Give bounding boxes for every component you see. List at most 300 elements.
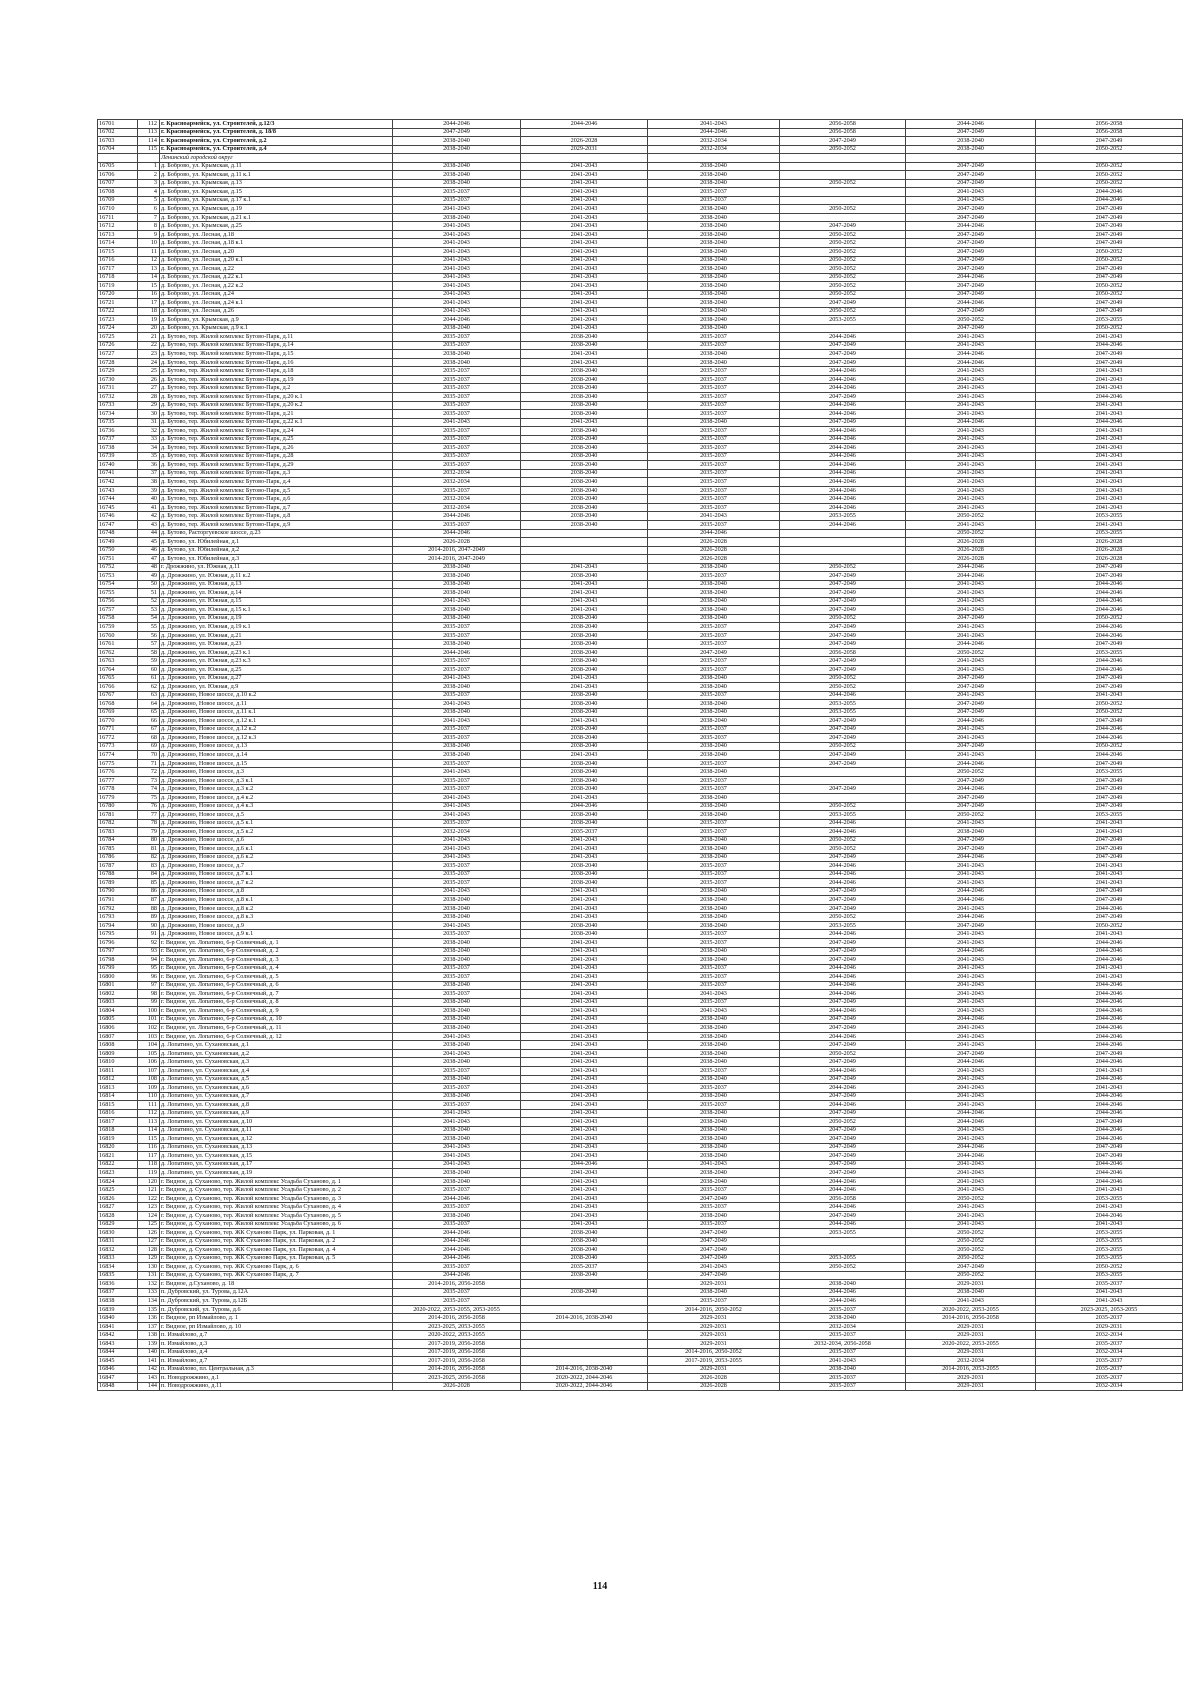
row-number: 94	[138, 956, 160, 965]
row-address: д. Боброво, ул. Крымская, д.25	[160, 222, 393, 231]
col-5-value: 2041-2043	[521, 205, 648, 214]
row-id: 16794	[98, 921, 138, 930]
row-address: д. Бутово, тер. Жилой комплекс Бутово-Парк, д.28	[160, 452, 393, 461]
col-6-value: 2026-2028	[648, 1382, 780, 1391]
col-9-value: 2026-2028	[1036, 546, 1183, 555]
table-row	[98, 128, 1183, 137]
table-row	[98, 1305, 1183, 1314]
col-5-value: 2038-2040	[521, 725, 648, 734]
col-4-value: 2026-2028	[393, 538, 521, 547]
col-7-value: 2047-2049	[780, 580, 906, 589]
row-id: 16722	[98, 307, 138, 316]
col-7-value: 2044-2046	[780, 503, 906, 512]
row-number: 99	[138, 998, 160, 1007]
col-7-value: 2035-2037	[780, 1348, 906, 1357]
row-id: 16800	[98, 973, 138, 982]
row-id: 16839	[98, 1305, 138, 1314]
row-number: 44	[138, 529, 160, 538]
col-9-value: 2044-2046	[1036, 188, 1183, 197]
table-row	[98, 1254, 1183, 1263]
row-number: 35	[138, 452, 160, 461]
col-6-value: 2038-2040	[648, 751, 780, 760]
row-number: 16	[138, 290, 160, 299]
col-6-value: 2047-2049	[648, 1271, 780, 1280]
col-9-value: 2044-2046	[1036, 734, 1183, 743]
row-address: д. Бутово, тер. Жилой комплекс Бутово-Парк, д.7	[160, 503, 393, 512]
row-address: д. Бутово, ул. Юбилейная, д.3	[160, 555, 393, 564]
col-7-value: 2035-2037	[780, 1382, 906, 1391]
row-number: 5	[138, 196, 160, 205]
col-5-value	[521, 1305, 648, 1314]
table-row	[98, 1143, 1183, 1152]
col-6-value: 2029-2031	[648, 1339, 780, 1348]
col-8-value: 2047-2049	[906, 921, 1036, 930]
row-number: 82	[138, 853, 160, 862]
col-4-value: 2035-2037	[393, 333, 521, 342]
col-6-value: 2029-2031	[648, 1365, 780, 1374]
table-row	[98, 768, 1183, 777]
col-9-value: 2041-2043	[1036, 461, 1183, 470]
col-7-value: 2047-2049	[780, 998, 906, 1007]
col-9-value: 2044-2046	[1036, 981, 1183, 990]
col-5-value: 2041-2043	[521, 589, 648, 598]
col-8-value: 2044-2046	[906, 572, 1036, 581]
col-9-value: 2044-2046	[1036, 341, 1183, 350]
row-id: 16747	[98, 520, 138, 529]
table-row	[98, 1314, 1183, 1323]
row-address: д. Бутово, ул. Юбилейная, д.1	[160, 538, 393, 547]
col-5-value: 2041-2043	[521, 896, 648, 905]
col-7-value: 2047-2049	[780, 299, 906, 308]
col-8-value: 2047-2049	[906, 708, 1036, 717]
table-row	[98, 1049, 1183, 1058]
row-number: 123	[138, 1203, 160, 1212]
col-9-value: 2050-2052	[1036, 162, 1183, 171]
table-row	[98, 1365, 1183, 1374]
col-4-value: 2035-2037	[393, 759, 521, 768]
col-5-value: 2041-2043	[521, 1066, 648, 1075]
col-6-value: 2035-2037	[648, 333, 780, 342]
table-row	[98, 606, 1183, 615]
col-9-value: 2044-2046	[1036, 990, 1183, 999]
col-6-value: 2038-2040	[648, 273, 780, 282]
col-8-value: 2041-2043	[906, 589, 1036, 598]
col-8-value: 2044-2046	[906, 563, 1036, 572]
col-5-value: 2041-2043	[521, 179, 648, 188]
col-6-value: 2038-2040	[648, 1177, 780, 1186]
row-address: д. Боброво, ул. Крымская, д.9 к.1	[160, 324, 393, 333]
col-7-value: 2044-2046	[780, 1220, 906, 1229]
row-id: 16831	[98, 1237, 138, 1246]
col-5-value: 2041-2043	[521, 563, 648, 572]
row-number: 93	[138, 947, 160, 956]
col-4-value: 2035-2037	[393, 973, 521, 982]
col-4-value: 2038-2040	[393, 1015, 521, 1024]
table-row	[98, 1084, 1183, 1093]
col-5-value: 2038-2040	[521, 367, 648, 376]
col-6-value: 2038-2040	[648, 597, 780, 606]
table-row	[98, 393, 1183, 402]
col-5-value	[521, 1348, 648, 1357]
col-4-value: 2023-2025, 2056-2058	[393, 1374, 521, 1383]
row-number: 52	[138, 597, 160, 606]
row-id: 16756	[98, 597, 138, 606]
col-9-value: 2041-2043	[1036, 375, 1183, 384]
col-6-value: 2035-2037	[648, 444, 780, 453]
col-9-value: 2035-2037	[1036, 1314, 1183, 1323]
row-number: 12	[138, 256, 160, 265]
col-7-value: 2050-2052	[780, 273, 906, 282]
row-address: д. Боброво, ул. Крымская, д.19	[160, 205, 393, 214]
col-8-value: 2014-2016, 2056-2058	[906, 1314, 1036, 1323]
col-4-value: 2038-2040	[393, 913, 521, 922]
col-6-value: 2029-2031	[648, 1280, 780, 1289]
col-6-value: 2038-2040	[648, 1041, 780, 1050]
col-9-value: 2041-2043	[1036, 367, 1183, 376]
col-7-value: 2047-2049	[780, 418, 906, 427]
col-7-value: 2044-2046	[780, 819, 906, 828]
col-7-value: 2050-2052	[780, 256, 906, 265]
row-number: 101	[138, 1015, 160, 1024]
col-6-value: 2035-2037	[648, 623, 780, 632]
table-row	[98, 708, 1183, 717]
row-id: 16702	[98, 128, 138, 137]
table-row	[98, 725, 1183, 734]
col-6-value: 2038-2040	[648, 256, 780, 265]
col-6-value: 2038-2040	[648, 606, 780, 615]
row-id: 16791	[98, 896, 138, 905]
col-4-value: 2038-2040	[393, 956, 521, 965]
col-5-value: 2038-2040	[521, 1271, 648, 1280]
row-id: 16805	[98, 1015, 138, 1024]
col-6-value: 2038-2040	[648, 845, 780, 854]
col-7-value: 2044-2046	[780, 1297, 906, 1306]
col-8-value: 2041-2043	[906, 964, 1036, 973]
table-row	[98, 751, 1183, 760]
col-5-value: 2041-2043	[521, 751, 648, 760]
col-7-value: 2044-2046	[780, 973, 906, 982]
col-5-value: 2026-2028	[521, 137, 648, 146]
row-id: 16729	[98, 367, 138, 376]
col-6-value: 2038-2040	[648, 1032, 780, 1041]
row-number: 19	[138, 316, 160, 325]
row-number: 98	[138, 990, 160, 999]
row-number: 9	[138, 230, 160, 239]
col-6-value: 2038-2040	[648, 913, 780, 922]
col-6-value: 2047-2049	[648, 1246, 780, 1255]
table-row	[98, 913, 1183, 922]
table-row	[98, 324, 1183, 333]
col-4-value: 2038-2040	[393, 998, 521, 1007]
col-7-value: 2044-2046	[780, 486, 906, 495]
col-8-value: 2026-2028	[906, 538, 1036, 547]
col-8-value: 2041-2043	[906, 819, 1036, 828]
table-row	[98, 597, 1183, 606]
col-4-value: 2044-2046	[393, 120, 521, 129]
row-number: 40	[138, 495, 160, 504]
table-row	[98, 879, 1183, 888]
col-7-value: 2047-2049	[780, 606, 906, 615]
col-7-value: 2047-2049	[780, 1092, 906, 1101]
row-address: д. Дрожжино, ул. Южная, д.13	[160, 580, 393, 589]
row-address: д. Боброво, ул. Крымская, д.13	[160, 179, 393, 188]
col-5-value: 2035-2037	[521, 1263, 648, 1272]
table-row	[98, 947, 1183, 956]
col-7-value: 2047-2049	[780, 717, 906, 726]
col-5-value: 2035-2037	[521, 828, 648, 837]
col-4-value: 2035-2037	[393, 384, 521, 393]
col-7-value: 2044-2046	[780, 461, 906, 470]
col-8-value: 2047-2049	[906, 256, 1036, 265]
col-8-value: 2041-2043	[906, 939, 1036, 948]
col-8-value: 2041-2043	[906, 333, 1036, 342]
col-6-value: 2038-2040	[648, 793, 780, 802]
table-row	[98, 1015, 1183, 1024]
row-number: 64	[138, 700, 160, 709]
col-6-value: 2035-2037	[648, 1084, 780, 1093]
col-6-value: 2038-2040	[648, 1126, 780, 1135]
table-row	[98, 478, 1183, 487]
col-8-value: 2041-2043	[906, 597, 1036, 606]
row-number: 83	[138, 862, 160, 871]
col-5-value: 2041-2043	[521, 793, 648, 802]
col-7-value: 2047-2049	[780, 137, 906, 146]
row-number: 39	[138, 486, 160, 495]
col-6-value: 2038-2040	[648, 316, 780, 325]
row-id: 16750	[98, 546, 138, 555]
row-address: д. Бутово, тер. Жилой комплекс Бутово-Парк, д.21	[160, 410, 393, 419]
col-9-value: 2041-2043	[1036, 486, 1183, 495]
col-8-value: 2047-2049	[906, 307, 1036, 316]
row-address: д. Бутово, тер. Жилой комплекс Бутово-Парк, д.6	[160, 495, 393, 504]
col-6-value: 2038-2040	[648, 683, 780, 692]
row-number: 105	[138, 1049, 160, 1058]
col-7-value: 2044-2046	[780, 444, 906, 453]
row-address: д. Бутово, тер. Жилой комплекс Бутово-Парк, д.5	[160, 486, 393, 495]
table-row	[98, 1237, 1183, 1246]
col-7-value: 2044-2046	[780, 930, 906, 939]
col-8-value	[906, 154, 1036, 163]
col-8-value: 2041-2043	[906, 1135, 1036, 1144]
col-7-value: 2047-2049	[780, 358, 906, 367]
row-number: 86	[138, 887, 160, 896]
row-address: д. Дрожжино, Новое шоссе, д.6 к.1	[160, 845, 393, 854]
col-8-value: 2050-2052	[906, 512, 1036, 521]
col-9-value: 2050-2052	[1036, 921, 1183, 930]
col-8-value: 2029-2031	[906, 1348, 1036, 1357]
col-7-value: 2047-2049	[780, 572, 906, 581]
table-row	[98, 418, 1183, 427]
col-4-value: 2038-2040	[393, 904, 521, 913]
col-5-value: 2041-2043	[521, 973, 648, 982]
col-9-value: 2041-2043	[1036, 469, 1183, 478]
col-5-value: 2041-2043	[521, 964, 648, 973]
col-8-value: 2038-2040	[906, 828, 1036, 837]
col-9-value: 2047-2049	[1036, 1143, 1183, 1152]
row-id: 16776	[98, 768, 138, 777]
col-4-value: 2035-2037	[393, 486, 521, 495]
table-row	[98, 1212, 1183, 1221]
row-address: п. Новодрожжино, д.11	[160, 1382, 393, 1391]
row-id: 16789	[98, 879, 138, 888]
col-7-value: 2044-2046	[780, 367, 906, 376]
table-row	[98, 196, 1183, 205]
row-id: 16746	[98, 512, 138, 521]
col-4-value: 2044-2046	[393, 1271, 521, 1280]
row-id: 16743	[98, 486, 138, 495]
col-7-value: 2050-2052	[780, 247, 906, 256]
row-number: 144	[138, 1382, 160, 1391]
col-8-value: 2041-2043	[906, 879, 1036, 888]
col-6-value: 2038-2040	[648, 358, 780, 367]
col-7-value	[780, 171, 906, 180]
col-5-value: 2044-2046	[521, 1160, 648, 1169]
table-row	[98, 853, 1183, 862]
col-8-value: 2047-2049	[906, 282, 1036, 291]
table-row	[98, 759, 1183, 768]
col-9-value: 2041-2043	[1036, 1066, 1183, 1075]
col-4-value: 2041-2043	[393, 1032, 521, 1041]
col-9-value: 2035-2037	[1036, 1357, 1183, 1366]
col-8-value: 2041-2043	[906, 734, 1036, 743]
col-7-value: 2044-2046	[780, 410, 906, 419]
col-9-value: 2047-2049	[1036, 239, 1183, 248]
col-8-value: 2050-2052	[906, 648, 1036, 657]
col-7-value: 2047-2049	[780, 657, 906, 666]
col-7-value: 2047-2049	[780, 734, 906, 743]
col-4-value: 2035-2037	[393, 862, 521, 871]
row-id: 16799	[98, 964, 138, 973]
col-9-value: 2053-2055	[1036, 1246, 1183, 1255]
row-address: г. Видное, ул. Лопатино, 6-р Солнечный, д. 4	[160, 964, 393, 973]
col-8-value: 2044-2046	[906, 299, 1036, 308]
row-id: 16829	[98, 1220, 138, 1229]
row-id: 16826	[98, 1194, 138, 1203]
row-address: д. Дрожжино, Новое шоссе, д.3	[160, 768, 393, 777]
col-8-value: 2044-2046	[906, 785, 1036, 794]
col-4-value: 2035-2037	[393, 657, 521, 666]
col-7-value: 2044-2046	[780, 1186, 906, 1195]
row-address: д. Дрожжино, Новое шоссе, д.12 к.3	[160, 734, 393, 743]
col-7-value	[780, 162, 906, 171]
col-5-value: 2038-2040	[521, 921, 648, 930]
col-8-value: 2047-2049	[906, 247, 1036, 256]
col-9-value: 2047-2049	[1036, 572, 1183, 581]
col-4-value: 2041-2043	[393, 205, 521, 214]
row-number: 114	[138, 1126, 160, 1135]
row-address: д. Бутово, тер. Жилой комплекс Бутово-Парк, д.22 к.1	[160, 418, 393, 427]
col-7-value: 2053-2055	[780, 700, 906, 709]
col-6-value: 2035-2037	[648, 870, 780, 879]
row-number: 130	[138, 1263, 160, 1272]
row-address: д. Боброво, ул. Лесная, д.18	[160, 230, 393, 239]
row-id: 16816	[98, 1109, 138, 1118]
row-number: 58	[138, 648, 160, 657]
col-5-value: 2041-2043	[521, 171, 648, 180]
row-id: 16720	[98, 290, 138, 299]
row-id: 16801	[98, 981, 138, 990]
col-5-value: 2038-2040	[521, 879, 648, 888]
row-number: 30	[138, 410, 160, 419]
col-7-value: 2047-2049	[780, 589, 906, 598]
table-row	[98, 717, 1183, 726]
col-6-value: 2038-2040	[648, 614, 780, 623]
col-4-value: 2032-2034	[393, 503, 521, 512]
row-number: 65	[138, 708, 160, 717]
col-8-value: 2041-2043	[906, 1160, 1036, 1169]
col-4-value: 2035-2037	[393, 1297, 521, 1306]
col-9-value: 2053-2055	[1036, 529, 1183, 538]
row-number: 126	[138, 1229, 160, 1238]
col-6-value: 2035-2037	[648, 631, 780, 640]
col-8-value: 2041-2043	[906, 478, 1036, 487]
col-6-value: 2038-2040	[648, 921, 780, 930]
col-8-value: 2041-2043	[906, 1220, 1036, 1229]
col-4-value: 2017-2019, 2056-2058	[393, 1339, 521, 1348]
col-7-value: 2050-2052	[780, 563, 906, 572]
col-6-value: 2035-2037	[648, 520, 780, 529]
row-address: г. Красноармейск, ул. Строителей, д.2	[160, 137, 393, 146]
row-id: 16844	[98, 1348, 138, 1357]
col-8-value: 2041-2043	[906, 401, 1036, 410]
col-7-value: 2038-2040	[780, 1280, 906, 1289]
row-id: 16833	[98, 1254, 138, 1263]
col-8-value: 2038-2040	[906, 145, 1036, 154]
row-id: 16823	[98, 1169, 138, 1178]
col-8-value: 2041-2043	[906, 444, 1036, 453]
col-6-value: 2038-2040	[648, 1135, 780, 1144]
col-7-value: 2044-2046	[780, 375, 906, 384]
col-4-value: 2041-2043	[393, 1109, 521, 1118]
col-5-value: 2041-2043	[521, 265, 648, 274]
col-4-value: 2044-2046	[393, 529, 521, 538]
row-id: 16740	[98, 461, 138, 470]
col-4-value: 2035-2037	[393, 435, 521, 444]
row-address: д. Боброво, ул. Лесная, д.20	[160, 247, 393, 256]
col-5-value: 2038-2040	[521, 520, 648, 529]
col-7-value: 2050-2052	[780, 1263, 906, 1272]
col-7-value: 2044-2046	[780, 691, 906, 700]
col-9-value: 2053-2055	[1036, 648, 1183, 657]
col-4-value: 2014-2016, 2056-2058	[393, 1280, 521, 1289]
col-6-value: 2035-2037	[648, 341, 780, 350]
col-7-value: 2047-2049	[780, 1143, 906, 1152]
row-number: 45	[138, 538, 160, 547]
col-6-value: 2038-2040	[648, 1092, 780, 1101]
col-4-value: 2035-2037	[393, 520, 521, 529]
col-4-value: 2041-2043	[393, 282, 521, 291]
col-5-value: 2041-2043	[521, 1212, 648, 1221]
col-9-value: 2041-2043	[1036, 1084, 1183, 1093]
col-6-value: 2029-2031	[648, 1331, 780, 1340]
col-9-value: 2041-2043	[1036, 973, 1183, 982]
col-6-value: 2035-2037	[648, 1186, 780, 1195]
col-4-value: 2038-2040	[393, 939, 521, 948]
row-id: 16777	[98, 776, 138, 785]
col-6-value: 2035-2037	[648, 785, 780, 794]
col-5-value: 2041-2043	[521, 1109, 648, 1118]
table-row	[98, 896, 1183, 905]
row-number: 96	[138, 973, 160, 982]
col-9-value: 2044-2046	[1036, 1058, 1183, 1067]
row-id: 16705	[98, 162, 138, 171]
table-row	[98, 495, 1183, 504]
col-4-value: 2014-2016, 2047-2049	[393, 546, 521, 555]
row-id: 16822	[98, 1160, 138, 1169]
row-address: д. Дрожжино, Новое шоссе, д.7	[160, 862, 393, 871]
row-id: 16792	[98, 904, 138, 913]
col-5-value: 2041-2043	[521, 1049, 648, 1058]
